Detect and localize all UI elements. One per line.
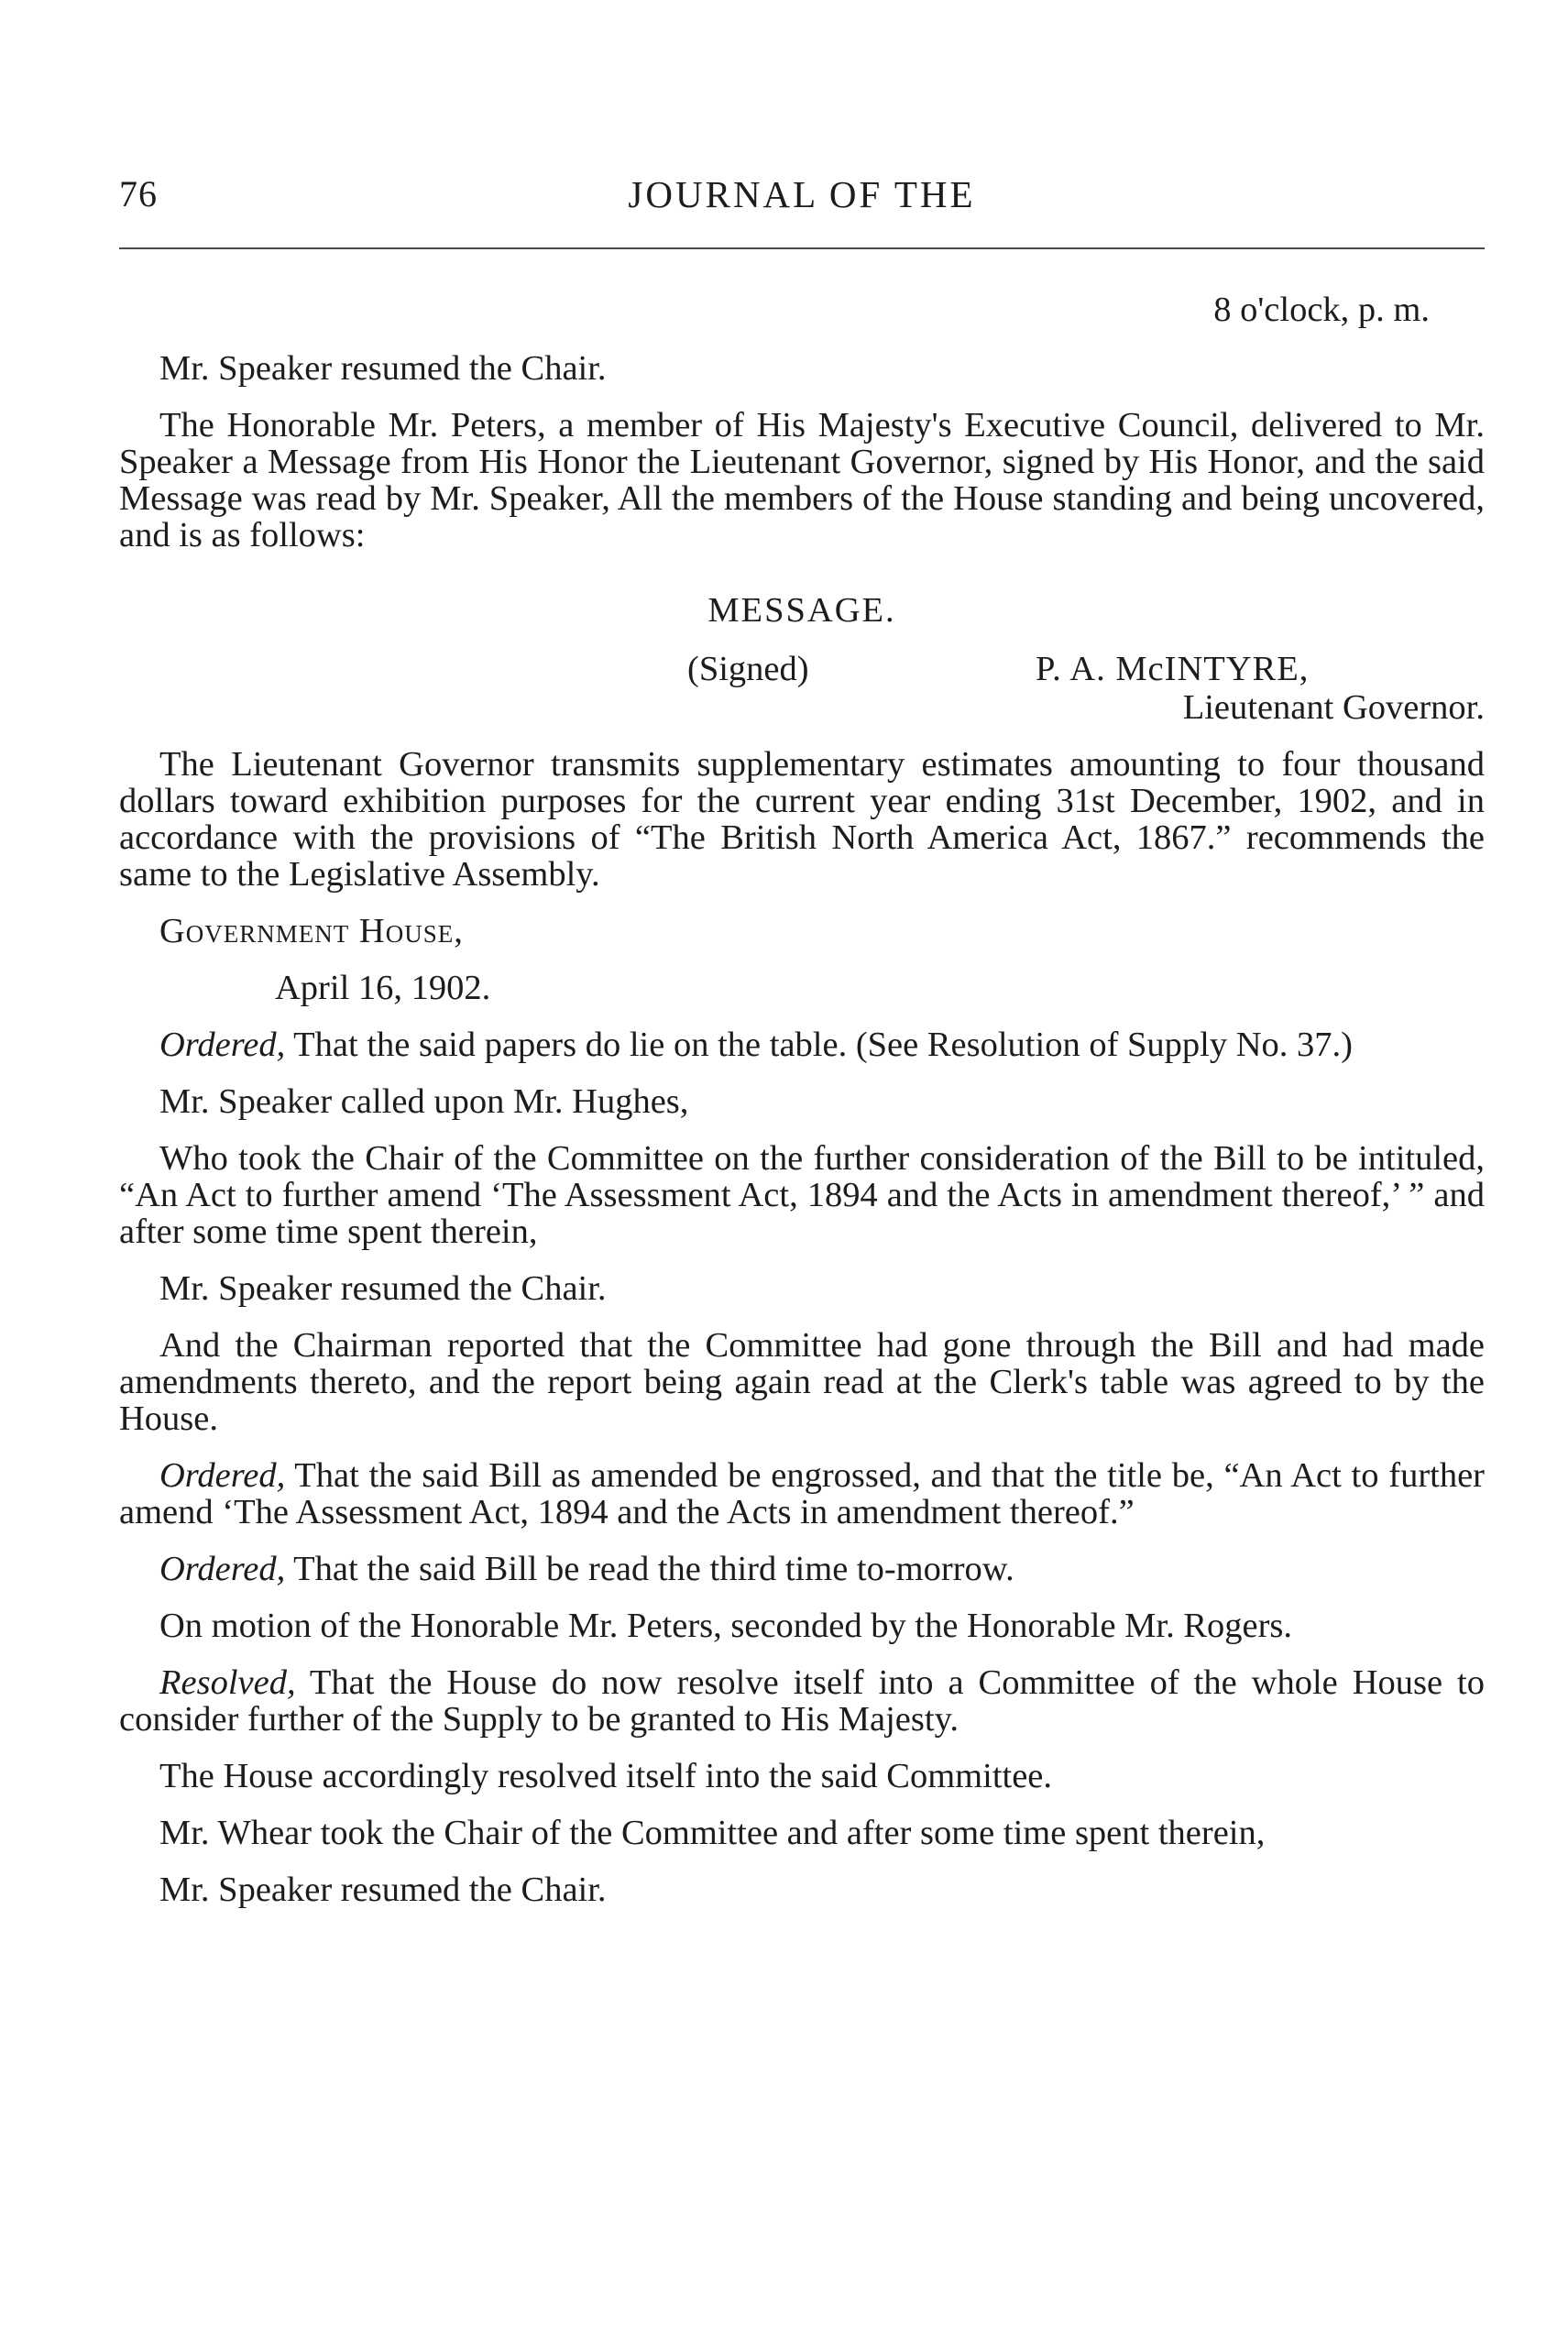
signer-title: Lieutenant Governor.: [1182, 688, 1485, 727]
signature-block: [119, 651, 1485, 726]
paragraph-called-upon: Mr. Speaker called upon Mr. Hughes,: [159, 1082, 689, 1121]
paragraph-speaker-resumed: Mr. Speaker resumed the Chair.: [159, 349, 607, 388]
journal-body: [119, 291, 1485, 1908]
message-heading: MESSAGE.: [707, 591, 896, 630]
paragraph-accordingly: The House accordingly resolved itself into the said Committee.: [159, 1757, 1053, 1795]
paragraph-speaker-resumed: Mr. Speaker resumed the Chair.: [159, 1871, 607, 1909]
ordered-label: Ordered,: [159, 1026, 286, 1064]
paragraph-ordered-third-reading: [119, 1551, 1485, 1587]
signer-name: P. A. McINTYRE,: [1036, 650, 1310, 688]
journal-page: [119, 0, 1485, 2348]
paragraph-supplementary-estimates: The Lieutenant Governor transmits supplementary estimates amounting to four thousand dollars toward exhibition purposes for the current year ending 31st December, 1902, and in accordance with the provisions of “The British North America Act, 1867.” recommends the same to the Legislative Assembly.: [119, 745, 1485, 894]
signed-label: (Signed): [687, 650, 809, 688]
ordered-label: Ordered,: [159, 1456, 286, 1495]
session-time: 8 o'clock, p. m.: [1213, 291, 1430, 329]
paragraph-whear: Mr. Whear took the Chair of the Committee and after some time spent therein,: [159, 1814, 1266, 1852]
page-header: [119, 172, 1485, 227]
paragraph-ordered-engrossed: [119, 1457, 1485, 1531]
ordered-text: That the said Bill as amended be engrossed, and that the title be, “An Act to further amend ‘The Assessment Act, 1894 and the Acts in amendment thereof.”: [119, 1456, 1485, 1531]
ordered-text: That the said papers do lie on the table. (See Resolution of Supply No. 37.): [293, 1026, 1354, 1064]
message-date: April 16, 1902.: [275, 969, 491, 1007]
ordered-text: That the said Bill be read the third time to-morrow.: [293, 1550, 1014, 1588]
government-house-line: Government House,: [159, 912, 464, 950]
paragraph-chairman-reported: And the Chairman reported that the Committee had gone through the Bill and had made amendments thereto, and the report being again read at the Clerk's table was agreed to by the House.: [119, 1326, 1485, 1438]
paragraph-motion: On motion of the Honorable Mr. Peters, seconded by the Honorable Mr. Rogers.: [159, 1607, 1293, 1645]
paragraph-committee-chair: Who took the Chair of the Committee on the further consideration of the Bill to be intituled, “An Act to further amend ‘The Assessment Act, 1894 and the Acts in amendment thereof,’ ” and after some time spent therein,: [119, 1139, 1485, 1251]
ordered-label: Ordered,: [159, 1550, 286, 1588]
header-rule: [119, 247, 1485, 249]
resolved-label: Resolved,: [159, 1663, 296, 1702]
paragraph-message-delivered: The Honorable Mr. Peters, a member of His Majesty's Executive Council, delivered to Mr. Speaker a Message from His Honor the Lieutenant Governor, signed by His Honor, and the said Message was read by Mr. Speaker, All the members of the House standing and being uncovered, and is as follows:: [119, 406, 1485, 554]
paragraph-ordered-papers: [119, 1026, 1485, 1063]
page-number: 76: [119, 173, 158, 214]
running-head: JOURNAL OF THE: [628, 173, 976, 215]
paragraph-resolved: [119, 1664, 1485, 1738]
paragraph-speaker-resumed: Mr. Speaker resumed the Chair.: [159, 1269, 607, 1308]
resolved-text: That the House do now resolve itself into a Committee of the whole House to consider further of the Supply to be granted to His Majesty.: [119, 1663, 1485, 1739]
